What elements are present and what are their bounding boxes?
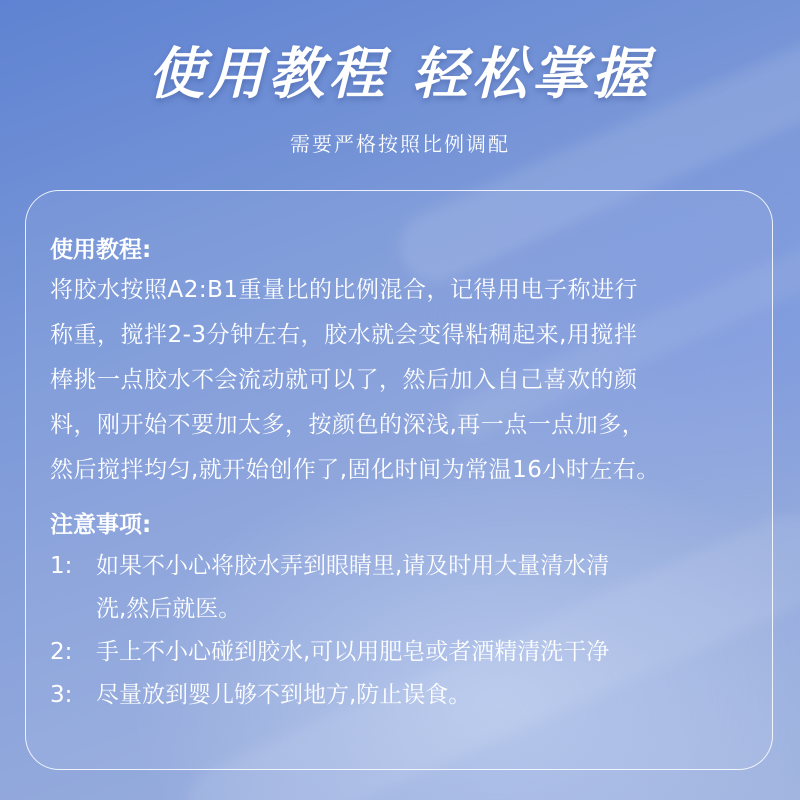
tutorial-line: 将胶水按照A2:B1重量比的比例混合，记得用电子称进行 xyxy=(50,277,639,303)
note-item xyxy=(50,674,765,717)
tutorial-line: 棒挑一点胶水不会流动就可以了，然后加入自己喜欢的颜 xyxy=(50,367,638,393)
note-line: 洗,然后就医。 xyxy=(96,596,242,622)
tutorial-line: 料，刚开始不要加太多，按颜色的深浅,再一点一点加多， xyxy=(50,412,646,438)
instructions-content xyxy=(50,232,765,717)
note-number: 1: xyxy=(50,553,73,579)
notes-heading: 注意事项: xyxy=(50,512,152,538)
note-line: 手上不小心碰到胶水,可以用肥皂或者酒精清洗干净 xyxy=(96,639,610,665)
page-title: 使用教程 轻松掌握 xyxy=(148,42,652,107)
tutorial-heading: 使用教程: xyxy=(50,237,152,263)
note-number: 2: xyxy=(50,639,73,665)
note-item xyxy=(50,545,765,631)
note-line: 尽量放到婴儿够不到地方,防止误食。 xyxy=(96,682,472,708)
tutorial-body xyxy=(50,268,765,493)
notes-list xyxy=(50,545,765,717)
tutorial-line: 称重，搅拌2-3分钟左右，胶水就会变得粘稠起来,用搅拌 xyxy=(50,322,638,348)
note-item xyxy=(50,631,765,674)
note-line: 如果不小心将胶水弄到眼睛里,请及时用大量清水清 xyxy=(96,553,610,579)
tutorial-line: 然后搅拌均匀,就开始创作了,固化时间为常温16小时左右。 xyxy=(50,457,660,483)
note-number: 3: xyxy=(50,682,73,708)
page-subtitle: 需要严格按照比例调配 xyxy=(290,132,510,156)
